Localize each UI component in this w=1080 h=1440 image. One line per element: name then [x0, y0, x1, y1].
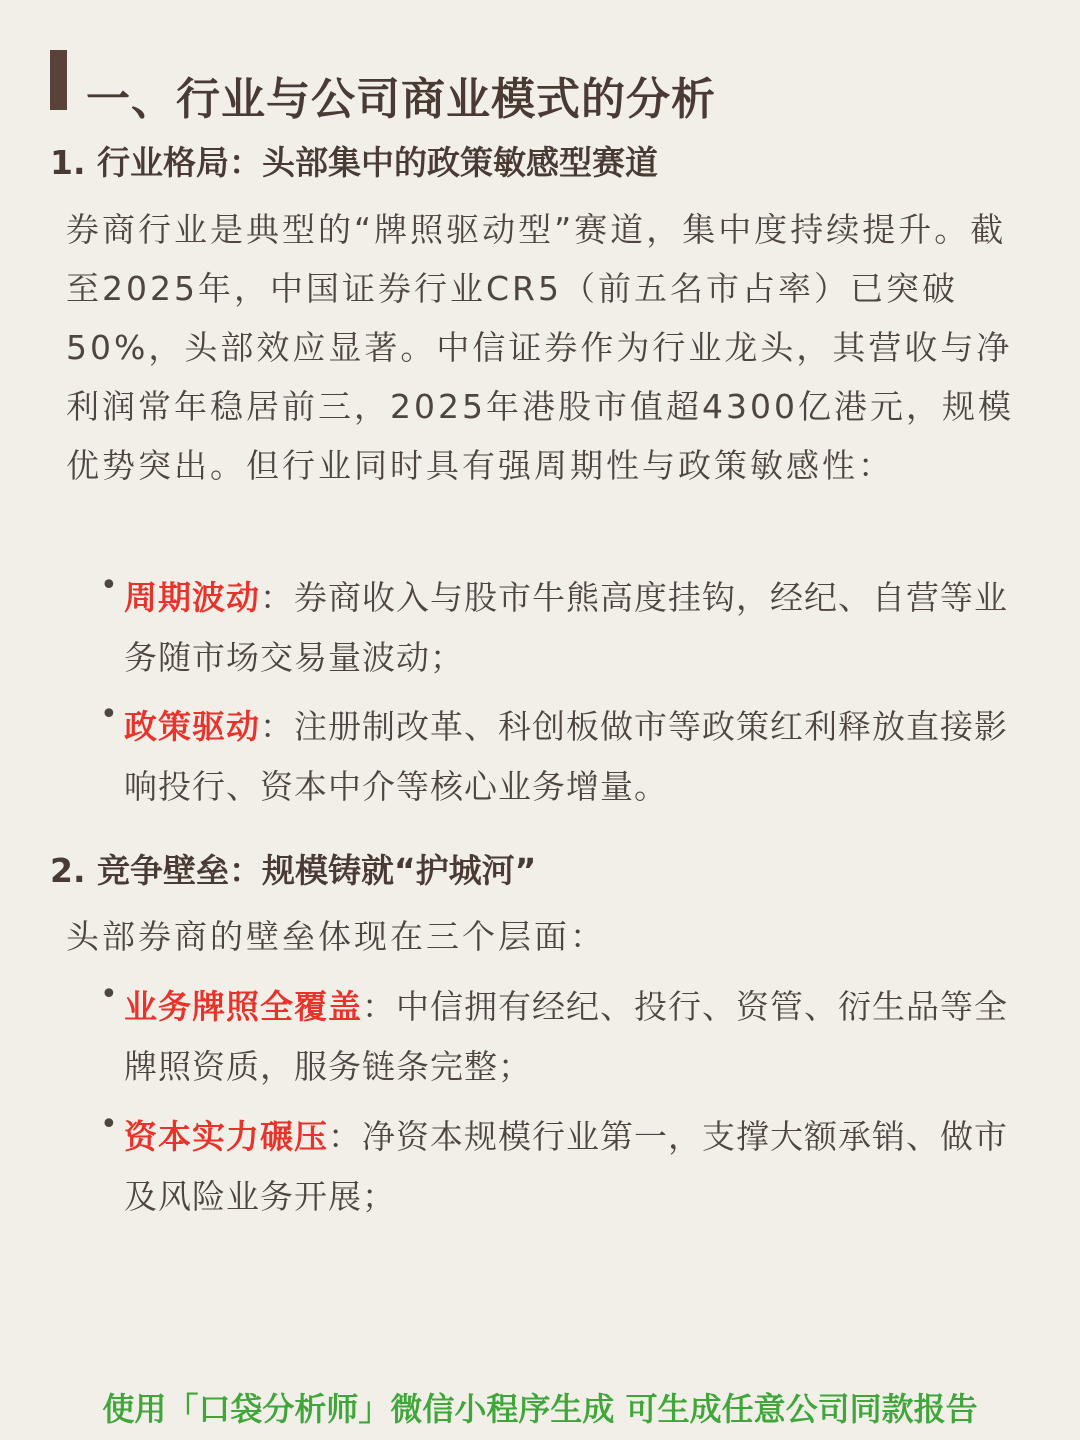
section-1-paragraph: 券商行业是典型的“牌照驱动型”赛道，集中度持续提升。截至2025年，中国证券行业CR5（前五名市占率）已突破50%，头部效应显著。中信证券作为行业龙头，其营收与净利润常年稳居前三，2025年港股市值超4300亿港元，规模优势突出。但行业同时具有强周期性与政策敏感性： — [66, 210, 1014, 485]
bullet-keyword: 政策驱动 — [124, 707, 260, 746]
section-2-bullet-2 — [100, 1107, 1024, 1227]
bullet-text: 中信拥有经纪、投行、资管、衍生品等全牌照资质，服务链条完整； — [124, 987, 1008, 1086]
bullet-text: 净资本规模行业第一，支撑大额承销、做市及风险业务开展； — [124, 1117, 1008, 1216]
footer-promo-text: 使用「口袋分析师」微信小程序生成 可生成任意公司同款报告 — [102, 1390, 978, 1428]
bullet-dot-icon: • — [100, 1107, 119, 1142]
bullet-keyword: 周期波动 — [124, 578, 260, 617]
title-accent-bar — [50, 50, 67, 110]
bullet-separator: ： — [328, 1117, 362, 1156]
bullet-separator: ： — [260, 578, 294, 617]
bullet-separator: ： — [260, 707, 294, 746]
bullet-separator: ： — [362, 987, 396, 1026]
page-title: 一、行业与公司商业模式的分析 — [86, 74, 716, 125]
section-2-heading: 2. 竞争壁垒：规模铸就“护城河” — [50, 851, 537, 890]
section-2-bullet-1 — [100, 977, 1024, 1097]
section-1-bullet-2 — [100, 697, 1024, 817]
bullet-dot-icon: • — [100, 568, 119, 603]
bullet-text: 注册制改革、科创板做市等政策红利释放直接影响投行、资本中介等核心业务增量。 — [124, 707, 1008, 806]
bullet-dot-icon: • — [100, 977, 119, 1012]
bullet-keyword: 业务牌照全覆盖 — [124, 987, 362, 1026]
bullet-keyword: 资本实力碾压 — [124, 1117, 328, 1156]
bullet-text: 券商收入与股市牛熊高度挂钩，经纪、自营等业务随市场交易量波动； — [124, 578, 1008, 677]
section-1-heading: 1. 行业格局：头部集中的政策敏感型赛道 — [50, 143, 658, 182]
section-2-paragraph: 头部券商的壁垒体现在三个层面： — [66, 917, 606, 956]
section-1-bullet-1 — [100, 568, 1024, 688]
bullet-dot-icon: • — [100, 697, 119, 732]
